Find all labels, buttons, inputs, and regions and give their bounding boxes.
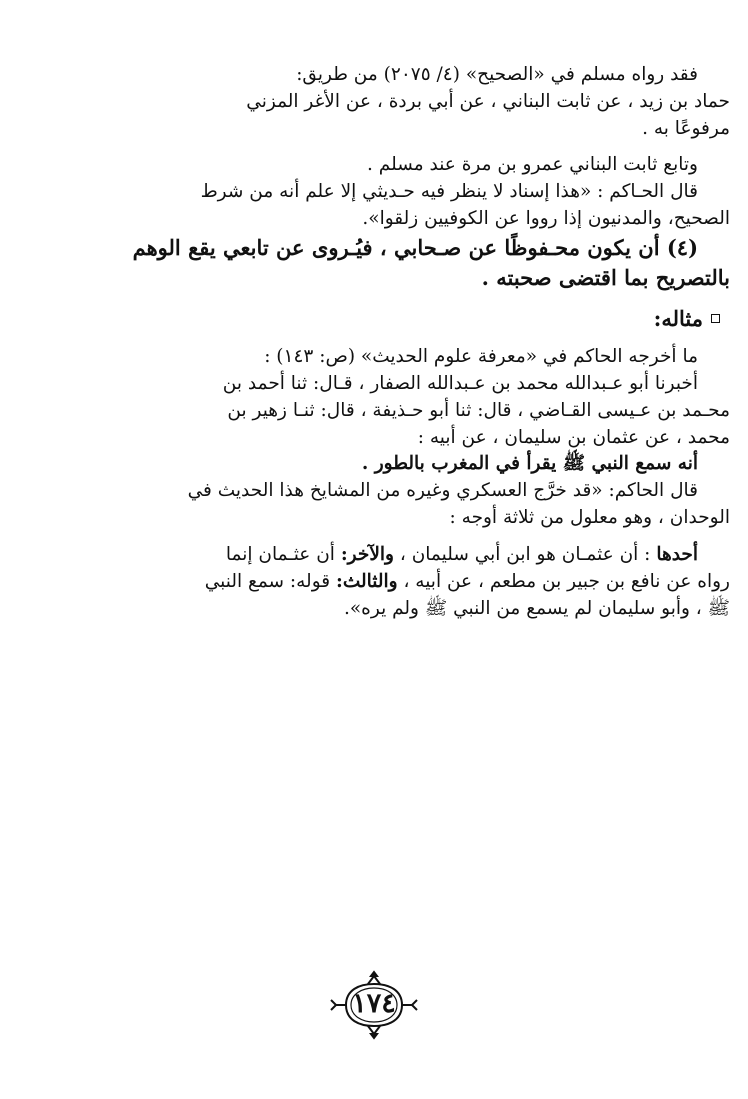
page-body	[50, 62, 730, 622]
text-line-5: قال الحـاكم : «هذا إسناد لا ينظر فيه حـديثي إلا علم أنه من شرط	[200, 181, 698, 203]
text-line-9: محـمد بن عـيسى القـاضي ، قال: ثنا أبو حـذيفة ، قال: ثنـا زهير بن	[227, 399, 730, 421]
text-line-12: الوحدان ، وهو معلول من ثلاثة أوجه :	[449, 507, 730, 529]
square-bullet-icon	[711, 314, 720, 323]
text-line-2: حماد بن زيد ، عن ثابت البناني ، عن أبي بردة ، عن الأغر المزني	[246, 90, 730, 112]
example-heading	[50, 304, 730, 334]
second-reason-continued: رواه عن نافع بن جبير بن مطعم ، عن أبيه ،	[403, 570, 730, 592]
text-line-1: فقد رواه مسلم في «الصحيح» (٤/ ٢٠٧٥) من طريق:	[296, 64, 698, 85]
section-heading-line-2: بالتصريح بما اقتضى صحبته .	[481, 265, 730, 291]
page-number: ١٧٤	[352, 988, 396, 1019]
text-line-3: مرفوعًا به .	[642, 117, 730, 139]
text-line-15: ﷺ ، وأبو سليمان لم يسمع من النبي ﷺ ولم يره».	[343, 597, 730, 619]
text-line-7: ما أخرجه الحاكم في «معرفة علوم الحديث» (ص: ١٤٣) :	[264, 346, 698, 368]
first-reason-label: أحدها	[656, 543, 698, 565]
text-line-8: أخبرنا أبو عـبدالله محمد بن عـبدالله الصفار ، قـال: ثنا أحمد بن	[222, 373, 698, 394]
first-reason-text: : أن عثمـان هو ابن أبي سليمان ،	[399, 543, 651, 565]
text-line-13	[50, 542, 730, 569]
text-line-6: الصحيح، والمدنيون إذا رووا عن الكوفيين زلقوا».	[362, 208, 730, 230]
page-number-ornament	[324, 970, 424, 1040]
third-reason-label: والثالث:	[335, 570, 398, 592]
hadith-text: أنه سمع النبي ﷺ يقرأ في المغرب بالطور .	[361, 453, 698, 475]
second-reason-label: والآخر:	[340, 543, 394, 565]
text-line-14	[50, 569, 730, 596]
section-heading-line-1: (٤) أن يكون محـفوظًا عن صـحابي ، فيُـروى عن تابعي يقع الوهم	[132, 234, 698, 260]
text-line-4: وتابع ثابت البناني عمرو بن مرة عند مسلم .	[367, 154, 698, 176]
text-line-11: قال الحاكم: «قد خرَّج العسكري وغيره من المشايخ هذا الحديث في	[187, 480, 698, 502]
second-reason-text: أن عثـمان إنما	[225, 543, 335, 565]
third-reason-text: قوله: سمع النبي	[204, 570, 331, 592]
example-heading-label: مثاله:	[653, 305, 703, 331]
text-line-10: محمد ، عن عثمان بن سليمان ، عن أبيه :	[417, 426, 730, 448]
